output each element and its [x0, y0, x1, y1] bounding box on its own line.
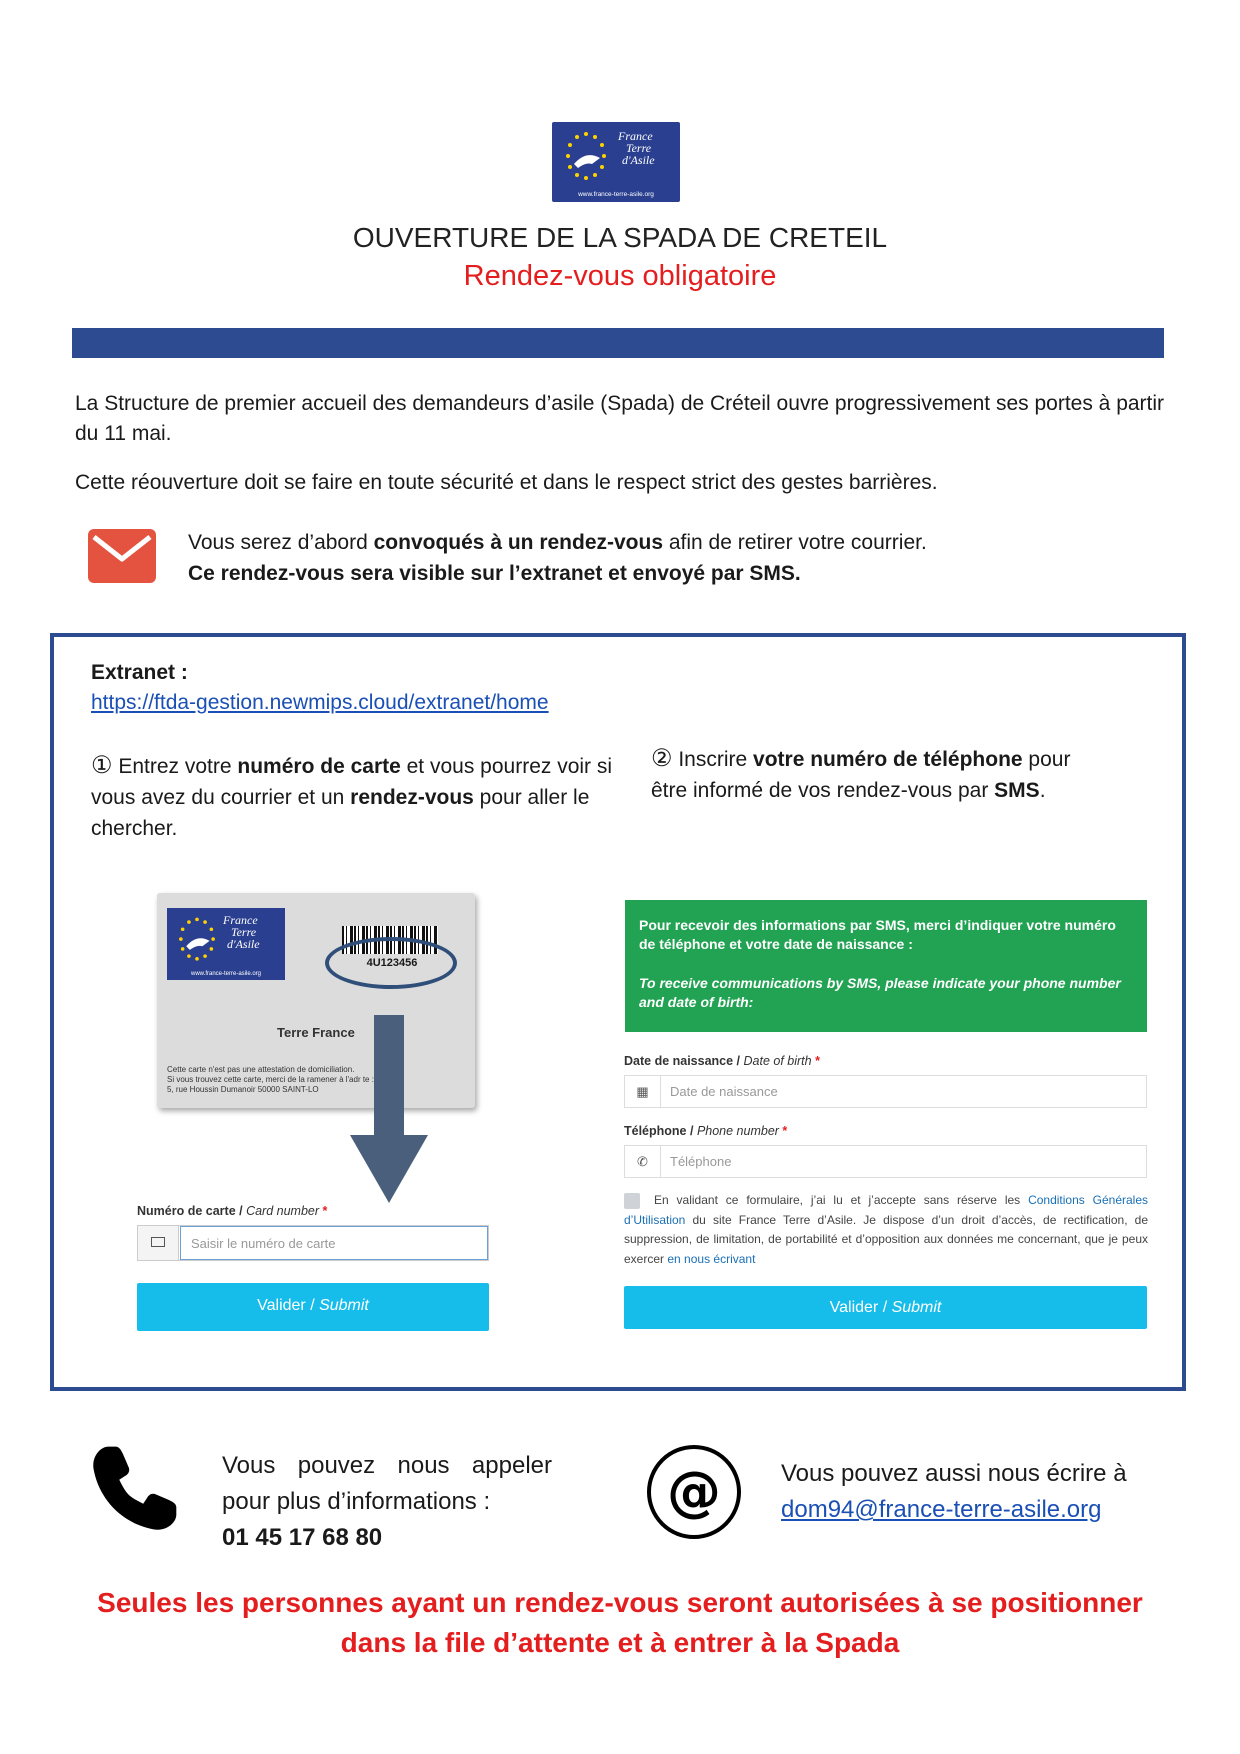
extranet-label: Extranet : — [91, 661, 188, 684]
intro-paragraph-1: La Structure de premier accueil des demandeurs d’asile (Spada) de Créteil ouvre progressivement ses portes à partir du 11 mai. — [75, 392, 1165, 445]
card-logo: France Terre d'Asile www.france-terre-asile.org — [167, 908, 285, 980]
sms-submit-button[interactable]: Valider / Submit — [624, 1286, 1147, 1329]
calendar-icon: ▦ — [625, 1076, 661, 1107]
page-title: OUVERTURE DE LA SPADA DE CRETEIL — [352, 222, 888, 253]
header-band — [72, 328, 1164, 358]
terms-link[interactable]: Conditions Générales d’Utilisation — [624, 1193, 1148, 1227]
dob-input[interactable]: Date de naissance — [670, 1084, 778, 1099]
phone-small-icon: ✆ — [625, 1146, 661, 1177]
card-number-label: Numéro de carte / Card number * — [137, 1204, 328, 1218]
card-number: 4U123456 — [366, 957, 418, 969]
extranet-link[interactable]: https://ftda-gestion.newmips.cloud/extranet/home — [91, 691, 549, 714]
logo-url: www.france-terre-asile.org — [578, 191, 654, 198]
envelope-icon — [88, 529, 156, 583]
write-info: Vous pouvez aussi nous écrire à dom94@france-terre-asile.org — [781, 1456, 1127, 1528]
card-fine-print: Cette carte n'est pas une attestation de domiciliation. Si vous trouvez cette carte, merci de la ramener à l'adr te : 5, rue Houssin Dumanoir 50000 SAINT-LO — [167, 1065, 374, 1094]
step-2-text: ② Inscrire votre numéro de téléphone pour être informé de vos rendez-vous par SMS. — [651, 745, 1071, 802]
highlight-oval — [325, 937, 457, 989]
id-card-icon — [138, 1226, 179, 1260]
mail-notice: Vous serez d’abord convoqués à un rendez-vous afin de retirer votre courrier. Ce rendez-vous sera visible sur l’extranet et envoyé par SMS. — [188, 531, 927, 585]
card-number-input[interactable]: Saisir le numéro de carte — [180, 1226, 488, 1260]
phone-number[interactable]: 01 45 17 68 80 — [222, 1524, 383, 1551]
email-link[interactable]: dom94@france-terre-asile.org — [781, 1496, 1102, 1523]
call-info: Vous pouvez nous appeler pour plus d’informations : 01 45 17 68 80 — [222, 1448, 552, 1556]
at-sign-icon — [646, 1444, 742, 1540]
phone-field[interactable] — [624, 1145, 1147, 1178]
card-holder-name: Terre France — [277, 1025, 355, 1040]
final-warning: Seules les personnes ayant un rendez-vous seront autorisées à se positionner dans la file d’attente et à entrer à la Spada — [97, 1587, 1143, 1658]
contact-link[interactable]: en nous écrivant — [667, 1251, 756, 1266]
phone-input[interactable]: Téléphone — [670, 1154, 732, 1169]
page-subtitle: Rendez-vous obligatoire — [463, 260, 777, 292]
phone-icon — [88, 1443, 180, 1535]
phone-label: Téléphone / Phone number * — [624, 1124, 788, 1138]
dob-field[interactable] — [624, 1075, 1147, 1108]
down-arrow-icon — [350, 1015, 428, 1203]
svg-text:@: @ — [667, 1460, 721, 1523]
card-submit-button[interactable]: Valider / Submit — [137, 1283, 489, 1331]
eu-stars-icon — [173, 914, 221, 966]
consent-text: En validant ce formulaire, j’ai lu et j’accepte sans réserve les Conditions Générales d’Utilisation du site France Terre d’Asile. Je dispose d’un droit d’accès, de rectification, de suppression, de limitation, de portabilité et d’opposition aux données me concernant, que je peux exercer en nous écrivant — [624, 1193, 1148, 1266]
card-number-field — [137, 1225, 489, 1261]
eu-stars-icon — [560, 128, 612, 186]
dob-label: Date de naissance / Date of birth * — [624, 1054, 820, 1068]
sms-info-box: Pour recevoir des informations par SMS, merci d’indiquer votre numéro de téléphone et votre date de naissance : To receive communications by SMS, please indicate your phone number and date of birth: — [625, 900, 1147, 1032]
intro-paragraph-2: Cette réouverture doit se faire en toute sécurité et dans le respect strict des gestes barrières. — [75, 471, 938, 494]
france-terre-asile-logo — [552, 122, 680, 202]
logo-wordmark: France Terre d'Asile — [618, 129, 655, 167]
step-1-text: ① Entrez votre numéro de carte et vous pourrez voir si vous avez du courrier et un rendez-vous pour aller le chercher. — [91, 752, 613, 840]
